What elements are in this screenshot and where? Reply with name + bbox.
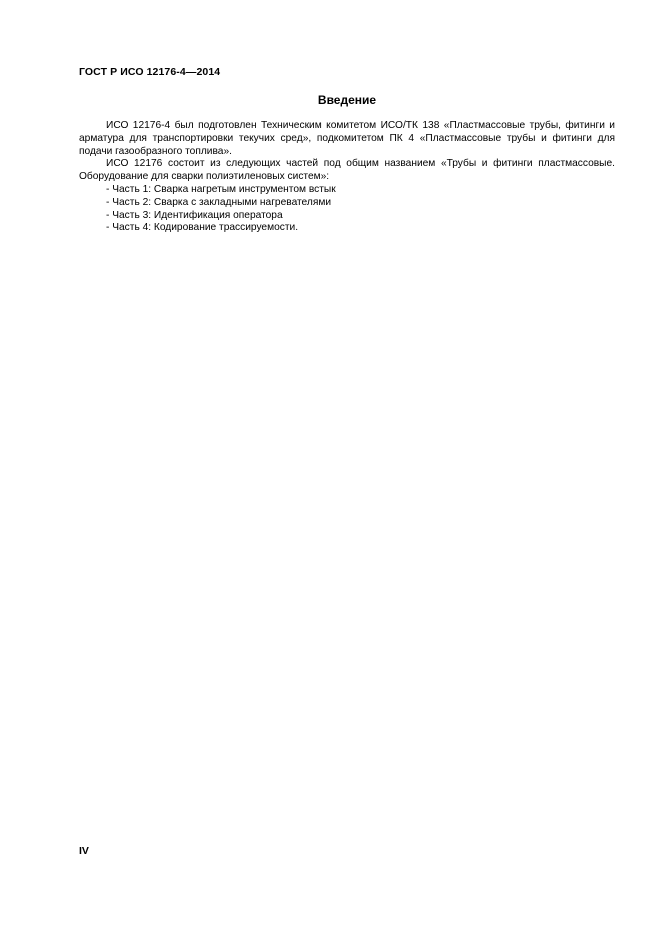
list-item: - Часть 1: Сварка нагретым инструментом встык: [106, 183, 336, 195]
list-item: - Часть 2: Сварка с закладными нагревателями: [106, 196, 332, 208]
parts-paragraph: ИСО 12176 состоит из следующих частей под общим названием «Трубы и фитинги пластмассовые. Оборудование для сварки полиэтиленовых систем»:: [79, 158, 615, 183]
list-item: - Часть 4: Кодирование трассируемости.: [106, 222, 299, 234]
intro-paragraph: ИСО 12176-4 был подготовлен Техническим комитетом ИСО/ТК 138 «Пластмассовые трубы, фитинги и арматура для транспортировки текучих сред», подкомитетом ПК 4 «Пластмассовые трубы и фитинги для подачи газообразного топлива».: [79, 120, 615, 157]
page-number: IV: [79, 845, 89, 857]
section-title: Введение: [317, 93, 377, 107]
document-body: [79, 120, 615, 235]
standard-code-header: ГОСТ Р ИСО 12176-4—2014: [79, 66, 221, 78]
parts-list: [79, 184, 615, 235]
list-item: - Часть 3: Идентификация оператора: [106, 209, 283, 221]
